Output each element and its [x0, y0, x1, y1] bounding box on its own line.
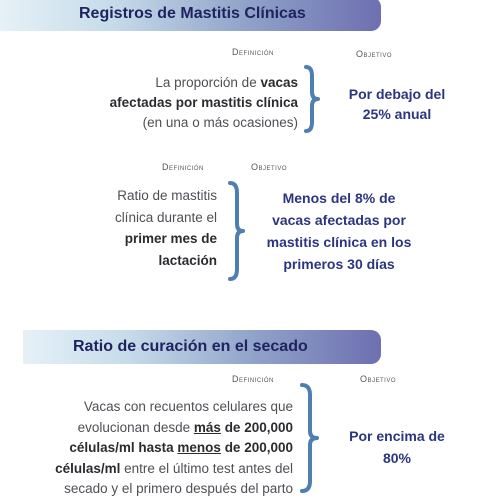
- definition-header: Definición: [232, 374, 274, 384]
- brace-icon: [300, 64, 322, 134]
- objective-text: Por encima de 80%: [349, 428, 445, 466]
- brace-icon: [224, 180, 248, 282]
- brace-icon: [296, 382, 322, 494]
- objective-text: Por debajo del 25% anual: [348, 86, 446, 122]
- section-title: Ratio de curación en el secado: [73, 338, 308, 355]
- definition-text: Ratio de mastitis clínica durante el primer mes de lactación: [114, 188, 217, 268]
- objective-header: objetivo: [251, 162, 288, 172]
- definition-header: Definición: [162, 162, 204, 172]
- objective-header: objetivo: [356, 49, 393, 59]
- objective-header: objetivo: [360, 374, 397, 384]
- objective-text: Menos del 8% de vacas afectadas por mastitis clínica en los primeros 30 días: [266, 190, 412, 272]
- definition-text: La proporción de vacas afectadas por mastitis clínica (en una o más ocasiones): [109, 75, 298, 130]
- section-title-banner: [23, 330, 381, 364]
- definition-header: Definición: [232, 47, 274, 57]
- section-title: Registros de Mastitis Clínicas: [79, 5, 306, 22]
- definition-text: Vacas con recuentos celulares que evolucionan desde más de 200,000 células/ml hasta menos de 200,000 células/ml entre el último test antes del secado y el primero después del parto: [55, 399, 293, 496]
- section-title-banner: [0, 0, 381, 31]
